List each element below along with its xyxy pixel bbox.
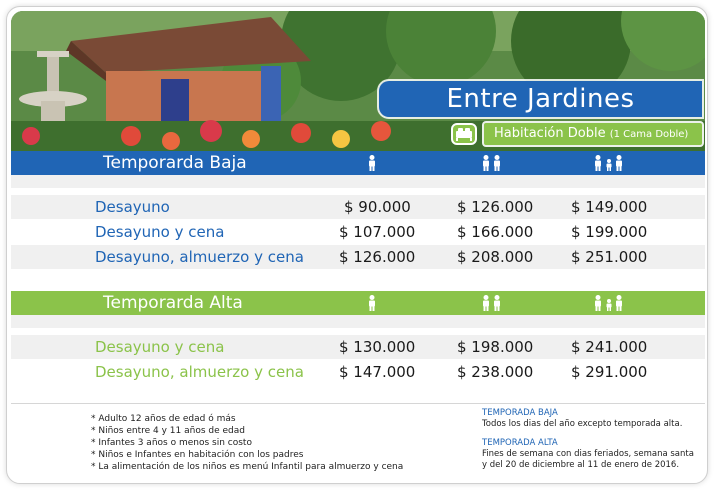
table-row — [11, 335, 705, 359]
rate-card — [6, 6, 708, 484]
high-season-header — [11, 291, 705, 315]
room-detail: (1 Cama Doble) — [609, 129, 689, 140]
footer-divider — [11, 403, 705, 404]
table-row — [11, 220, 705, 244]
note-item: * La alimentación de los niños es menú Infantil para almuerzo y cena — [91, 462, 404, 472]
price-single: $ 107.000 — [339, 223, 416, 241]
note-item: * Niños e Infantes en habitación con los padres — [91, 450, 304, 460]
spacer-stripe — [11, 315, 705, 328]
table-row — [11, 245, 705, 269]
spacer-stripe — [11, 175, 705, 188]
low-season-title: Temporarda Baja — [103, 153, 247, 173]
table-row — [11, 195, 705, 219]
high-season-info-title: TEMPORADA ALTA — [482, 438, 558, 448]
row-label: Desayuno, almuerzo y cena — [95, 363, 304, 381]
row-label: Desayuno — [95, 198, 170, 216]
person-icon — [367, 155, 377, 171]
low-season-header — [11, 151, 705, 175]
family-icon — [593, 295, 625, 311]
row-label: Desayuno, almuerzo y cena — [95, 248, 304, 266]
price-single: $ 147.000 — [339, 363, 416, 381]
high-season-info-text: y del 20 de diciembre al 11 de enero de 2016. — [482, 460, 680, 470]
two-people-icon — [481, 295, 503, 311]
price-family: $ 199.000 — [571, 223, 648, 241]
room-type-tag — [484, 123, 702, 145]
low-season-info-text: Todos los dias del año excepto temporada alta. — [482, 419, 683, 429]
hotel-name-banner: Entre Jardines — [379, 81, 702, 117]
high-season-title: Temporarda Alta — [103, 293, 243, 313]
price-single: $ 126.000 — [339, 248, 416, 266]
price-double: $ 208.000 — [457, 248, 534, 266]
note-item: * Infantes 3 años o menos sin costo — [91, 438, 252, 448]
season-info — [482, 408, 694, 471]
table-row — [11, 360, 705, 384]
price-double: $ 166.000 — [457, 223, 534, 241]
price-single: $ 90.000 — [344, 198, 411, 216]
note-item: * Niños entre 4 y 11 años de edad — [91, 426, 245, 436]
price-single: $ 130.000 — [339, 338, 416, 356]
bed-icon — [451, 123, 477, 145]
person-icon — [367, 295, 377, 311]
price-family: $ 291.000 — [571, 363, 648, 381]
price-double: $ 126.000 — [457, 198, 534, 216]
price-family: $ 241.000 — [571, 338, 648, 356]
row-label: Desayuno y cena — [95, 338, 225, 356]
row-label: Desayuno y cena — [95, 223, 225, 241]
price-family: $ 149.000 — [571, 198, 648, 216]
price-double: $ 198.000 — [457, 338, 534, 356]
family-icon — [593, 155, 625, 171]
price-family: $ 251.000 — [571, 248, 648, 266]
low-season-info-title: TEMPORADA BAJA — [482, 408, 558, 418]
high-season-info-text: Fines de semana con dias feriados, semana santa — [482, 449, 694, 459]
note-item: * Adulto 12 años de edad ó más — [91, 414, 236, 424]
two-people-icon — [481, 155, 503, 171]
room-type: Habitación Doble — [494, 126, 606, 141]
price-double: $ 238.000 — [457, 363, 534, 381]
notes-list — [91, 413, 403, 473]
